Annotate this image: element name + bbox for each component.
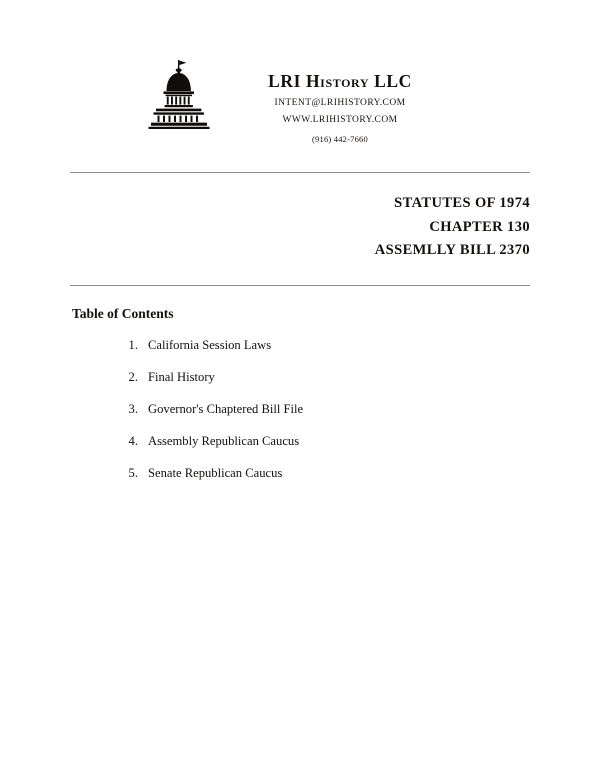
list-item[interactable] — [70, 402, 530, 417]
toc-item-label: Final History — [148, 369, 215, 384]
capitol-dome-icon — [142, 58, 216, 130]
title-chapter: CHAPTER 130 — [429, 218, 530, 235]
toc-list — [70, 338, 530, 482]
toc-item-number: 5. — [128, 466, 138, 481]
toc-item-label: Senate Republican Caucus — [148, 466, 283, 481]
list-item[interactable] — [70, 434, 530, 449]
org-name: LRI History LLC — [268, 71, 412, 91]
list-item[interactable] — [70, 370, 530, 385]
toc-item-number: 3. — [128, 401, 138, 416]
list-item[interactable] — [70, 466, 530, 481]
table-of-contents — [70, 286, 530, 482]
toc-item-number: 4. — [128, 434, 138, 449]
document-title-block — [70, 173, 530, 262]
toc-heading: Table of Contents — [72, 305, 174, 321]
title-statutes-year: STATUTES OF 1974 — [394, 195, 530, 212]
org-email: INTENT@LRIHISTORY.COM — [274, 98, 406, 109]
toc-item-number: 2. — [128, 369, 138, 384]
toc-item-number: 1. — [128, 337, 138, 352]
org-website: WWW.LRIHISTORY.COM — [282, 115, 398, 126]
toc-item-label: Governor's Chaptered Bill File — [148, 401, 304, 416]
letterhead — [0, 0, 600, 144]
list-item[interactable] — [70, 338, 530, 353]
title-bill: ASSEMLLY BILL 2370 — [374, 242, 530, 259]
org-phone: (916) 442-7660 — [312, 134, 368, 145]
org-contact-block — [222, 58, 458, 144]
toc-item-label: California Session Laws — [148, 337, 272, 352]
toc-item-label: Assembly Republican Caucus — [148, 434, 300, 449]
